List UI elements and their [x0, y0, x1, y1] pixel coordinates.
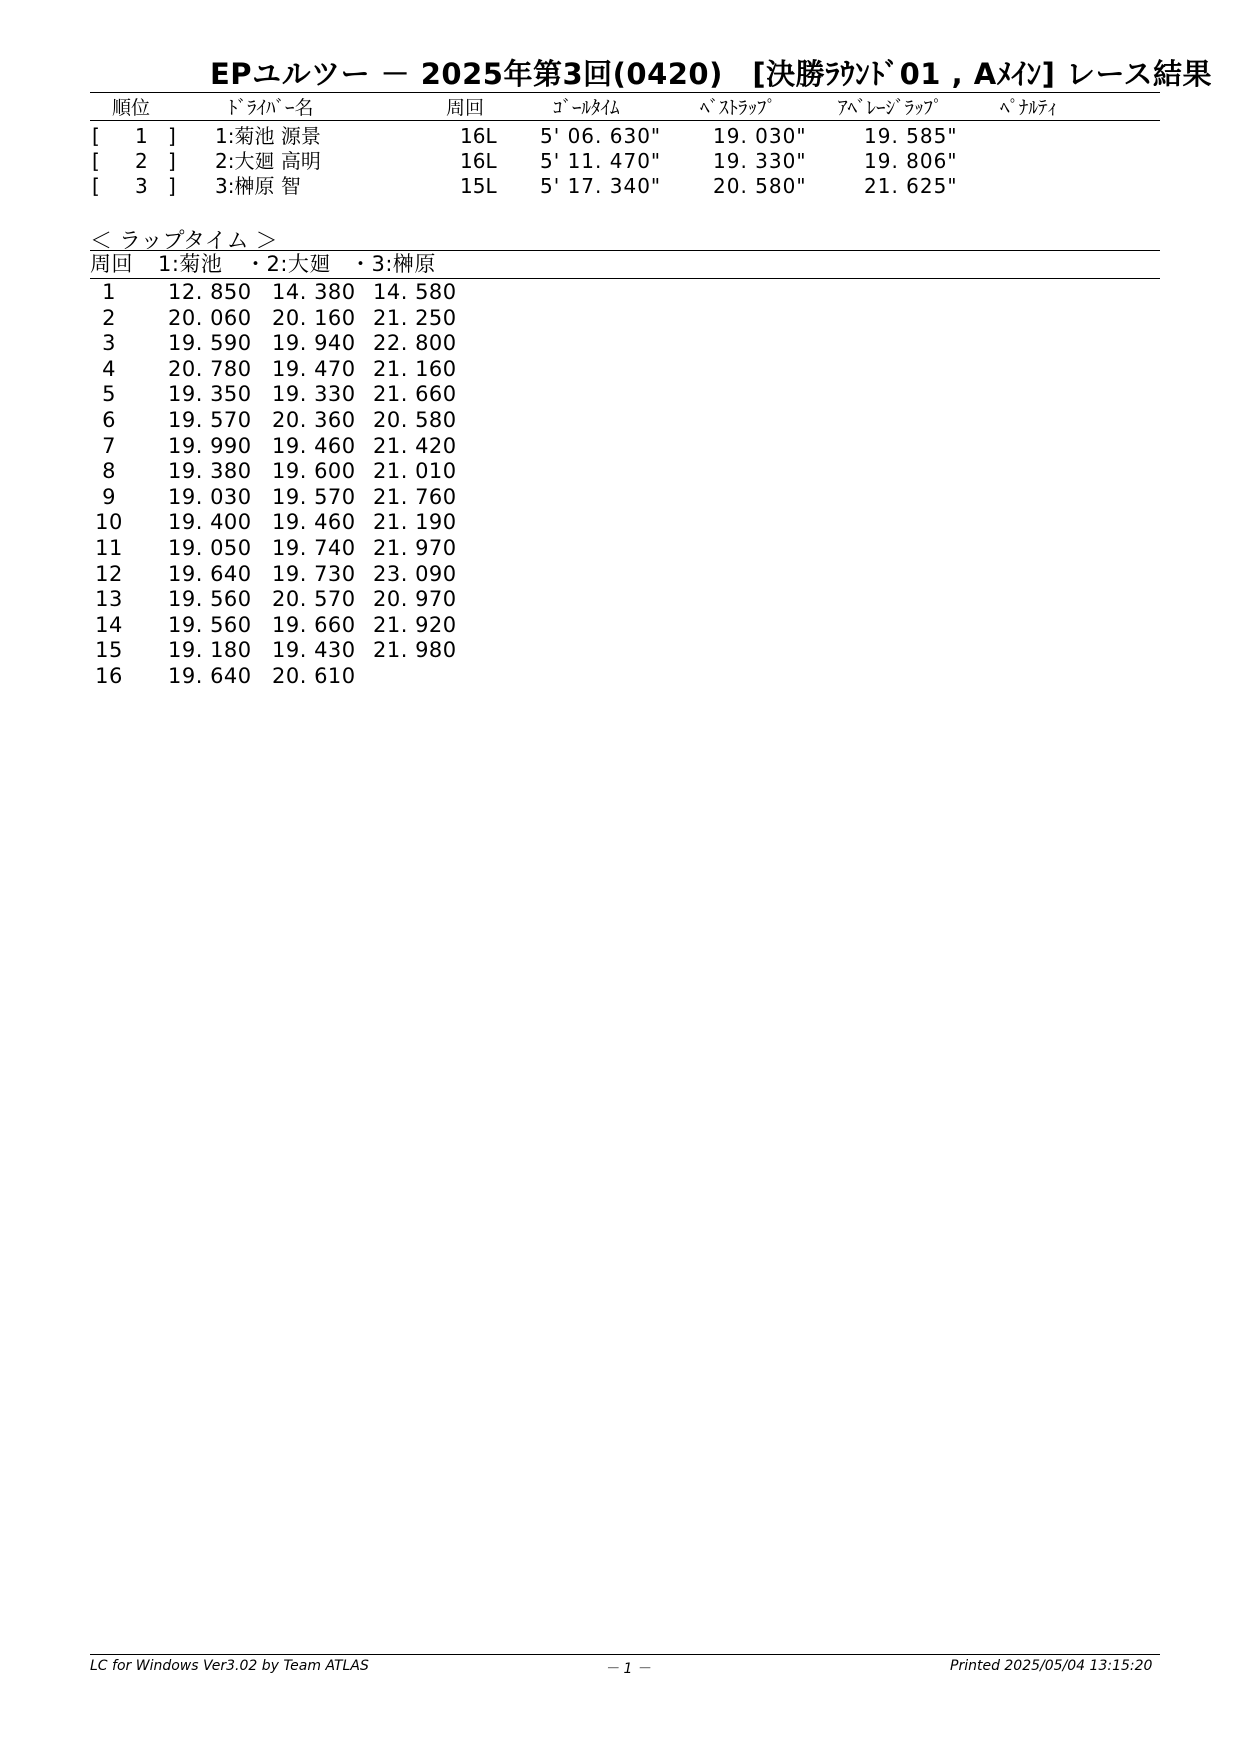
lap-time-driver-3: 20. 970: [373, 587, 457, 612]
lap-time-driver-1: 19. 640: [168, 561, 252, 586]
lap-time-driver-3: 21. 420: [373, 433, 457, 458]
lap-time-driver-3: 21. 660: [373, 382, 457, 407]
lap-time-driver-2: 19. 430: [272, 638, 356, 663]
lap-header-lap: 周回: [90, 252, 133, 276]
results-header-rule: [90, 120, 1160, 121]
lap-number: 2: [102, 305, 116, 330]
lap-time-driver-3: 23. 090: [373, 561, 457, 586]
lap-number: 10: [95, 510, 123, 535]
lap-time-driver-3: 21. 970: [373, 536, 457, 560]
lap-time-driver-3: 21. 160: [373, 356, 457, 381]
lap-time-driver-3: 21. 250: [373, 305, 457, 330]
best-lap-value: 20. 580": [713, 174, 807, 198]
lap-time-driver-2: 19. 330: [272, 382, 356, 407]
lap-time-driver-1: 19. 400: [168, 510, 252, 535]
lap-number: 8: [102, 459, 116, 484]
driver-name: 1:菊池 源景: [215, 124, 321, 148]
average-lap-value: 19. 806": [864, 149, 958, 173]
lap-time-driver-2: 19. 460: [272, 510, 356, 535]
goal-time-value: 5' 17. 340": [540, 174, 662, 198]
lap-number: 15: [95, 638, 123, 663]
lap-times-section-title: ＜ ラップタイム ＞: [90, 229, 278, 254]
header-average-lap: ｱﾍﾞﾚｰｼﾞﾗｯﾌﾟ: [838, 97, 943, 119]
average-lap-value: 21. 625": [864, 174, 958, 198]
lap-time-driver-2: 20. 570: [272, 587, 356, 612]
lap-header-driver-3: ・3:榊原: [350, 252, 436, 276]
footer-printed-date: Printed 2025/05/04 13:15:20: [950, 1658, 1153, 1674]
lap-time-driver-2: 19. 660: [272, 612, 356, 637]
lap-time-driver-1: 19. 560: [168, 587, 252, 612]
best-lap-value: 19. 030": [713, 124, 807, 148]
rank-bracket-close: ]: [168, 149, 176, 173]
footer-rule: [90, 1654, 1160, 1655]
lap-time-driver-2: 19. 600: [272, 459, 356, 484]
lap-time-driver-2: 20. 610: [272, 664, 356, 688]
rank-bracket-close: ]: [168, 174, 176, 198]
lap-time-driver-1: 19. 990: [168, 433, 252, 458]
lap-time-driver-3: 21. 980: [373, 638, 457, 663]
header-best-lap: ﾍﾞｽﾄﾗｯﾌﾟ: [700, 97, 777, 119]
laps-value: 16L: [460, 124, 497, 148]
footer-software: LC for Windows Ver3.02 by Team ATLAS: [90, 1658, 369, 1674]
title-rule: [90, 92, 1160, 93]
lap-time-driver-2: 19. 570: [272, 484, 356, 509]
lap-time-driver-3: 21. 190: [373, 510, 457, 535]
rank-bracket-close: ]: [168, 124, 176, 148]
header-driver: ﾄﾞﾗｲﾊﾞｰ名: [228, 97, 314, 119]
lap-time-driver-2: 14. 380: [272, 280, 356, 304]
lap-time-driver-1: 19. 560: [168, 612, 252, 637]
rank-bracket-open: [: [92, 174, 100, 198]
lap-number: 7: [102, 433, 116, 458]
footer-page-number: － 1 －: [605, 1661, 651, 1677]
lap-time-driver-2: 20. 160: [272, 305, 356, 330]
lap-number: 6: [102, 408, 116, 432]
lap-time-driver-3: 21. 920: [373, 612, 457, 637]
rank-value: 2: [135, 149, 148, 173]
lap-time-driver-2: 20. 360: [272, 408, 356, 432]
lap-number: 14: [95, 612, 123, 637]
lap-number: 3: [102, 331, 116, 356]
rank-bracket-open: [: [92, 149, 100, 173]
lap-header-driver-1: 1:菊池: [158, 252, 223, 276]
lap-time-driver-1: 20. 780: [168, 356, 252, 381]
lap-time-driver-1: 19. 350: [168, 382, 252, 407]
average-lap-value: 19. 585": [864, 124, 958, 148]
rank-value: 3: [135, 174, 148, 198]
rank-value: 1: [135, 124, 148, 148]
lap-number: 11: [95, 536, 123, 560]
lap-time-driver-1: 19. 590: [168, 331, 252, 356]
goal-time-value: 5' 06. 630": [540, 124, 662, 148]
lap-time-driver-1: 19. 640: [168, 664, 252, 688]
lap-number: 13: [95, 587, 123, 612]
laps-value: 15L: [460, 174, 497, 198]
lap-time-driver-2: 19. 940: [272, 331, 356, 356]
header-laps: 周回: [446, 97, 485, 119]
lap-time-driver-2: 19. 730: [272, 561, 356, 586]
goal-time-value: 5' 11. 470": [540, 149, 662, 173]
lap-time-driver-2: 19. 740: [272, 536, 356, 560]
best-lap-value: 19. 330": [713, 149, 807, 173]
lap-time-driver-1: 19. 030: [168, 484, 252, 509]
page-title: EPユルツー － 2025年第3回(0420) [決勝ﾗｳﾝﾄﾞ01 , Aﾒｲﾝ] レース結果: [210, 57, 1213, 91]
lap-number: 12: [95, 561, 123, 586]
laps-value: 16L: [460, 149, 497, 173]
lap-time-driver-3: 20. 580: [373, 408, 457, 432]
lap-time-driver-3: 21. 760: [373, 484, 457, 509]
lap-time-driver-3: 14. 580: [373, 280, 457, 304]
lap-number: 9: [102, 484, 116, 509]
lap-time-driver-1: 19. 050: [168, 536, 252, 560]
driver-name: 3:榊原 智: [215, 174, 301, 198]
rank-bracket-open: [: [92, 124, 100, 148]
lap-time-driver-1: 20. 060: [168, 305, 252, 330]
lap-times-header-rule: [90, 278, 1160, 279]
lap-time-driver-1: 12. 850: [168, 280, 252, 304]
lap-time-driver-3: 22. 800: [373, 331, 457, 356]
lap-number: 4: [102, 356, 116, 381]
lap-number: 1: [102, 280, 116, 304]
lap-header-driver-2: ・2:大廻: [245, 252, 331, 276]
header-rank: 順位: [112, 97, 151, 119]
lap-time-driver-2: 19. 460: [272, 433, 356, 458]
driver-name: 2:大廻 高明: [215, 149, 321, 173]
lap-number: 5: [102, 382, 116, 407]
lap-time-driver-1: 19. 180: [168, 638, 252, 663]
header-goal-time: ｺﾞｰﾙﾀｲﾑ: [553, 97, 620, 119]
lap-time-driver-3: 21. 010: [373, 459, 457, 484]
header-penalty: ﾍﾟﾅﾙﾃｨ: [1000, 97, 1058, 119]
lap-time-driver-2: 19. 470: [272, 356, 356, 381]
lap-times-top-rule: [90, 250, 1160, 251]
lap-number: 16: [95, 664, 123, 688]
lap-time-driver-1: 19. 570: [168, 408, 252, 432]
lap-time-driver-1: 19. 380: [168, 459, 252, 484]
